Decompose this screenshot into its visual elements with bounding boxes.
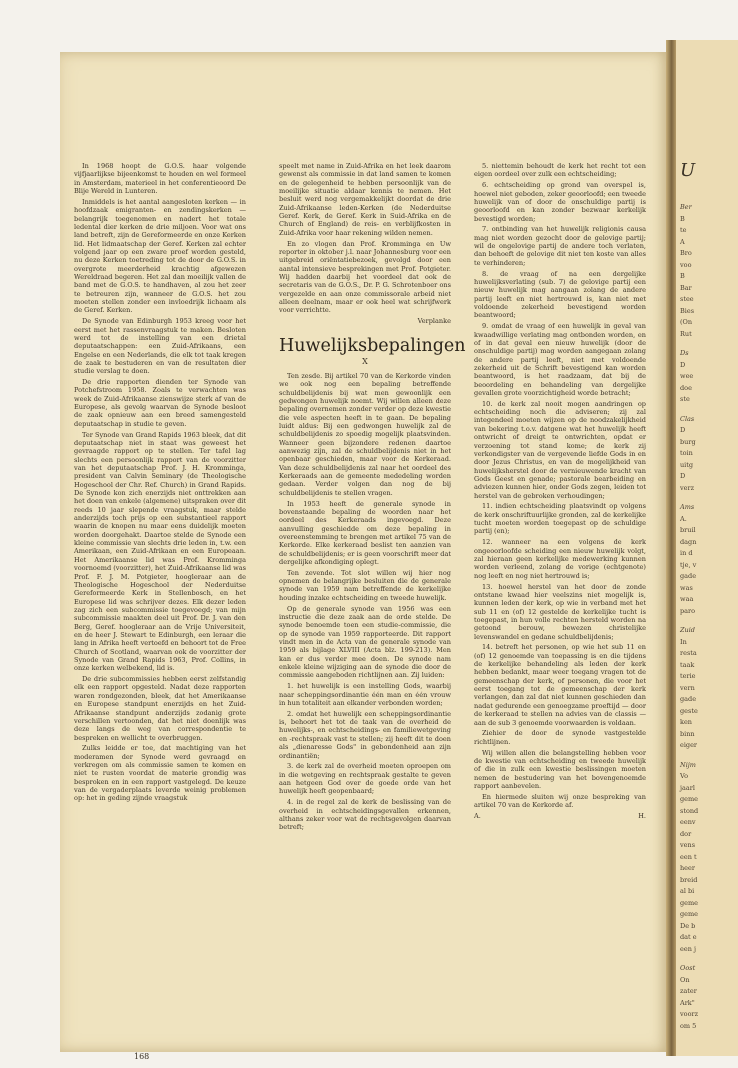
fragment-text: vern	[680, 683, 695, 692]
list-item: 9. omdat de vraag of een huwelijk in geval van kwaadwillige verlating mag ontbonden worden, en of in dat geval een nieuw huwelijk (door de onschuldige partij) mag worden aangegaan zolang de andere partij leeft, niet met voldoende zekerheid uit de Schrift bevestigend kan worden beantwoord, is het raadzaam, dat bij de beoordeling en behandeling van dergelijke gevallen grote voorzichtigheid worde betracht;	[474, 322, 646, 397]
fragment-text: geste	[680, 706, 698, 715]
fragment-text: Ams	[680, 503, 695, 511]
fragment-text: bruil	[680, 526, 696, 534]
paragraph: En hiermede sluiten wij onze bespreking van artikel 70 van de Kerkorde af.	[474, 792, 646, 810]
fragment-text: breid	[680, 875, 698, 884]
fragment-text: gade	[680, 572, 697, 580]
fragment-text: was	[680, 583, 693, 592]
fragment-text: Ark"	[680, 998, 695, 1007]
initial-left: A.	[474, 811, 481, 820]
fragment-text: Oost	[680, 964, 696, 972]
fragment-text: stee	[680, 295, 694, 303]
initial-right: H.	[638, 811, 646, 820]
section-heading: Huwelijksbepalingen	[279, 335, 466, 356]
paragraph: Ter Synode van Grand Rapids 1963 bleek, dat dit deputaatschap niet in staat was geweest het gevraagde rapport op te stellen. Ter tafel lag slechts een persoonlijk rapport van de voorzitter van het deputaatschap Prof. J. H. Kromminga, president van Calvin Seminary (de Theologische Hogeschool der Chr. Ref. Church) in Grand Rapids. De Synode kon zich enerzijds niet onttrekken aan het doen van enkele (algemene) uitspraken over dit reeds 10 jaar slepende vraagstuk, maar stelde anderzijds toch prijs op een substantieel rapport waarin de knopen nu maar eens duidelijk moeten worden doorgehakt. Daartoe stelde de Synode een kleine commissie van slechts drie leden in, t.w. een Amerikaan, een Zuid-Afrikaan en een Europeaan. Het Amerikaanse lid was Prof. Kromminga voornoemd (voorzitter), het Zuid-Afrikaanse lid was Prof. F. J. M. Potgieter, hoogleraar aan de Theologische Hogeschool der Nederduitse Gereformeerde Kerk in Stellenbosch, en het Europese lid was schrijver dezes. Elk dezer leden zag zich een subcommissie toegevoegd; van mijn subcommissie maakten deel uit Prof. Dr. J. van den Berg, Geref. hoogleraar aan de Vrije Universiteit, en de heer J. Stewart te Edinburgh, een leraar die lang in Afrika heeft vertoefd en behoort tot de Free Church of Scotland, waarvan ook de voorzitter der Synode van Grand Rapids 1963, Prof. Collins, in onze kerken welbekend, lid is.	[74, 430, 246, 673]
paragraph: In 1968 hoopt de G.O.S. haar volgende vijfjaarlijkse bijeenkomst te houden en wel formeel in Amsterdam, materieel in het conferentieoord De Blije Wereld in Lunteren.	[74, 162, 246, 196]
fragment-text: verz	[680, 483, 695, 492]
fragment-text: vens	[680, 841, 696, 849]
fragment-text: terie	[680, 672, 696, 680]
list-item: 4. in de regel zal de kerk de beslissing van de overheid in echtscheidingsgevallen erkennen, althans zeker voor wat de rechtsgevolgen daarvan betreft;	[279, 798, 451, 832]
fragment-text: geme	[680, 795, 699, 803]
fragment-text: On	[680, 975, 690, 984]
fragment-text: doe	[680, 383, 692, 392]
fragment-text: A.	[680, 514, 687, 523]
fragment-text: om 5	[680, 1021, 697, 1030]
adjacent-page-fragment	[676, 40, 738, 1056]
fragment-text: eenv	[680, 818, 696, 826]
fragment-text: B	[680, 214, 685, 223]
fragment-text: dor	[680, 829, 692, 838]
fragment-text: binn	[680, 729, 695, 738]
paragraph: speelt met name in Zuid-Afrika en het leek daarom gewenst als commissie in dat land samen te komen en de gelegenheid te hebben persoonlijk van de moeilijke situatie aldaar kennis te nemen. Het besluit werd nog vergemakkelijkt doordat de drie Zuid-Afrikaanse leden-Kerken (de Nederduitse Geref. Kerk, de Geref. Kerk in Suid-Afrika en de Church of England) de reis- en verblijfkosten in Zuid-Afrika voor haar rekening wilden nemen.	[279, 162, 451, 237]
fragment-text: stond	[680, 806, 699, 815]
fragment-text: In	[680, 637, 687, 646]
section-numeral: X	[362, 356, 368, 366]
fragment-text: D	[680, 360, 686, 369]
fragment-text: uitg	[680, 460, 694, 469]
book-gutter	[666, 40, 676, 1056]
paragraph: Ziehier de door de synode vastgestelde richtlijnen.	[474, 729, 646, 746]
author-initials	[474, 812, 646, 820]
fragment-text: A	[680, 237, 685, 246]
fragment-text: Vo	[680, 772, 689, 780]
fragment-text: burg	[680, 437, 696, 446]
text-column-2	[279, 162, 466, 834]
paragraph: Wij willen allen die belangstelling hebben voor de kwestie van echtscheiding en tweede huwelijk of die in zulk een kwestie beslissingen moeten nemen de bestudering van het bovengenoemde rapport aanbevelen.	[474, 748, 646, 790]
fragment-text: dagn	[680, 537, 697, 546]
list-item: 2. omdat het huwelijk een scheppingsordinantie is, behoort het tot de taak van de overheid de huwelijks-, en echtscheidings- en familiewetgeving en -rechtspraak vast te stellen; zij heeft dit te doen als „dienaresse Gods" in gebondenheid aan zijn ordinantiën;	[279, 709, 451, 760]
fragment-text: dat e	[680, 933, 697, 941]
paragraph: En zo vlogen dan Prof. Kromminga en Uw reporter in oktober j.l. naar Johannesburg voor een uitgebreid oriëntatiebezoek, gevolgd door een aantal intensieve besprekingen met Prof. Potgieter. Wij hadden daarbij het voordeel dat ook de secretaris van de G.O.S., Dr. P. G. Schrotenboer ons vergezelde en aan onze commissorale arbeid niet alleen deelnam, maar er ook heel wat schrijfwerk voor verrichtte.	[279, 239, 451, 315]
fragment-text: D	[680, 472, 686, 480]
fragment-text: B	[680, 272, 685, 280]
list-item: 1. het huwelijk is een instelling Gods, waarbij naar scheppingsordinantie één man en één vrouw in hun totaliteit aan elkander verbonden worden;	[279, 682, 451, 707]
paragraph: Ten zevende. Tot slot willen wij hier nog opnemen de belangrijke besluiten die de generale synode van 1959 nam betreffende de kerkelijke houding inzake echtscheiding en tweede huwelijk.	[279, 568, 451, 602]
fragment-text: Ds	[680, 349, 689, 357]
fragment-text: ste	[680, 395, 690, 403]
paragraph: De drie subcommissies hebben eerst zelfstandig elk een rapport opgesteld. Nadat deze rapporten waren rondgezonden, bleek, dat het Amerikaanse en Europese standpunt enerzijds en het Zuid-Afrikaanse standpunt anderzijds zodanig grote verschillen vertoonden, dat het niet doenlijk was deze langs de weg van correspondentie te bespreken en wellicht te overbruggen.	[74, 675, 246, 742]
paragraph: Zulks leidde er toe, dat machtiging van het moderamen der Synode werd gevraagd en verkregen om als commissie samen te komen en niet te rusten voordat de materie grondig was besproken en in een rapport vastgelegd. De keuze van de vergaderplaats leverde weinig problemen op: het in geding zijnde vraagstuk	[74, 744, 246, 803]
paragraph: Ten zesde. Bij artikel 70 van de Kerkorde vinden we ook nog een bepaling betreffende schuldbelijdenis bij wat men gewoonlijk een gedwongen huwelijk noemt. Wij willen alleen deze bepaling overnemen zonder verder op deze kwestie die vele aspecten heeft in te gaan. De bepaling luidt aldus: Bij een gedwongen huwelijk zal de schuldbelijdenis zo spoedig mogelijk plaatsvinden. Wanneer geen bijzondere redenen daartoe aanwezig zijn, zal de schuldbelijdenis niet in het openbaar geschieden, maar voor de Kerkeraad. Van deze schuldbelijdenis zal naar het oordeel des Kerkeraads aan de gemeente mededeling worden gedaan. Verder volgen dan nog de bij schuldbelijdenis te stellen vragen.	[279, 371, 451, 497]
list-item: 14. betreft het personen, op wie het sub 11 en (of) 12 genoemde van toepassing is en die tijdens de kerkelijke behandeling als leden der kerk hebben bedankt, maar weer toegang vragen tot de gemeenschap der kerk, of personen, die voor het eerst toegang tot de gemeenschap der kerk verlangen, dan zal dat niet kunnen geschieden dan nadat gedurende een genoegzame proeftijd — door de kerkeraad te stellen na advies van de classis — aan de sub 3 genoemde voorwaarden is voldaan.	[474, 643, 646, 727]
fragment-text: Ber	[680, 203, 692, 211]
fragment-text: Clas	[680, 414, 695, 423]
journal-page	[60, 52, 668, 1061]
fragment-text: een j	[680, 944, 696, 953]
list-item: 11. indien echtscheiding plaatsvindt op volgens de kerk onschriftuurlijke gronden, zal de kerkelijke tucht moeten worden toegepast op de schuldige partij (en);	[474, 502, 646, 536]
fragment-text: resta	[680, 649, 697, 657]
fragment-text: Rut	[680, 329, 692, 338]
fragment-text: Nijm	[680, 760, 696, 769]
list-item: 10. de kerk zal nooit mogen aandringen op echtscheiding noch die adviseren; zij zal integendeel moeten wijzen op de noodzakelijkheid van bekering t.o.v. datgene wat het huwelijk heeft ontwricht of dreigt te ontwrichten, opdat er verzoening tot stand kome; de kerk zij verkondigster van de vergevende liefde Gods in en door Jezus Christus, en van de mogelijkheid van huwelijksherstel door de vernieuwende kracht van Gods Geest en genade; pastorale bearbeiding en adviezen kunnen hier, onder Gods zegen, leiden tot herstel van de gebroken verhoudingen;	[474, 399, 646, 500]
fragment-text: al bi	[680, 887, 695, 895]
fragment-text: Zuid	[680, 626, 695, 634]
list-item: 13. hoewel herstel van het door de zonde ontstane kwaad hier veelszins niet mogelijk is, kunnen leden der kerk, op wie in verband met het sub 11 en (of) 12 gestelde de kerkelijke tucht is toegepast, in hun volle rechten hersteld worden na getoond berouw, bewezen christelijke levenswandel en gedane schuldbelijdenis;	[474, 582, 646, 641]
fragment-text: in d	[680, 549, 693, 557]
fragment-text: geme	[680, 910, 699, 918]
fragment-text: geme	[680, 898, 699, 907]
fragment-text: paro	[680, 606, 696, 615]
text-column-3	[474, 162, 646, 820]
page-number: 168	[134, 1052, 150, 1061]
fragment-text: U	[680, 160, 696, 181]
fragment-text: gade	[680, 695, 697, 703]
fragment-text: (On	[680, 318, 693, 326]
fragment-text: voo	[680, 260, 692, 269]
paragraph: Inmiddels is het aantal aangesloten kerken — in hoofdzaak emigranten- en zendingskerken — belangrijk toegenomen en nadert het totale ledental dier kerken de drie miljoen. Voor wat ons land betreft, zijn de Gereformeerde en onze Kerken lid. Het lidmaatschap der Geref. Kerken zal echter volgend jaar op een zware proef worden gesteld, nu deze Kerken toetreding tot de door de G.O.S. in overgrote meerderheid krachtig afgewezen Wereldraad begeren. Het zal dan moeilijk vallen de band met de G.O.S. te handhaven, al zou het zeer te betreuren zijn, wanneer de G.O.S. het zou moeten stellen zonder een invloedrijk lichaam als de Geref. Kerken.	[74, 197, 246, 315]
fragment-text: ken	[680, 718, 692, 726]
fragment-text: zater	[680, 987, 697, 995]
fragment-text: heer	[680, 864, 695, 872]
list-item: 6. echtscheiding op grond van overspel is, hoewel niet geboden, zeker geoorloofd; een tweede huwelijk van of door de onschuldige partij is geoorloofd en kan zonder bezwaar kerkelijk bevestigd worden;	[474, 181, 646, 223]
fragment-text: toin	[680, 449, 693, 457]
fragment-text: waa	[680, 595, 694, 603]
paragraph: In 1953 heeft de generale synode in bovenstaande bepaling de woorden naar het oordeel des Kerkeraads ingevoegd. Deze aanvulling geschiedde om deze bepaling in overeenstemming te brengen met artikel 75 van de Kerkorde. Elke kerkeraad beslist ten aanzien van de schuldbelijdenis; er is geen voorschrift meer dat dergelijke afkondiging oplegt.	[279, 499, 451, 566]
list-item: 3. de kerk zal de overheid moeten oproepen om in die wetgeving en rechtspraak gestalte te geven aan hetgeen God over de goede orde van het huwelijk heeft geopenbaard;	[279, 762, 451, 796]
fragment-text: voorz	[680, 1010, 699, 1018]
fragment-text: eiger	[680, 741, 698, 749]
fragment-text: taak	[680, 660, 695, 669]
paragraph: De Synode van Edinburgh 1953 kreeg voor het eerst met het rassenvraagstuk te maken. Besloten werd tot de instelling van een drietal deputaatschappen: een Zuid-Afrikaans, een Engelse en een Nederlands, die elk tot taak kregen de zaak te bestuderen en van de resultaten dier studie verslag te doen.	[74, 317, 246, 376]
fragment-text: jaarl	[680, 783, 695, 792]
text-column-1	[74, 162, 246, 805]
author-signature: Verplanke	[417, 317, 451, 326]
list-item: 5. niettemin behoudt de kerk het recht tot een eigen oordeel over zulk een echtscheiding;	[474, 162, 646, 179]
fragment-text: D	[680, 426, 686, 434]
list-item: 7. ontbinding van het huwelijk religionis causa mag niet worden gezocht door de gelovige partij; wil de ongelovige partij de andere toch verlaten, dan behoeft de gelovige dit niet ten koste van alles te verhinderen;	[474, 225, 646, 267]
paragraph: De drie rapporten dienden ter Synode van Potchefstroom 1958. Zoals te verwachten was week de Zuid-Afrikaanse zienswijze sterk af van de Europese, als gevolg waarvan de Synode besloot de zaak opnieuw aan een breed samengesteld deputaatschap in studie te geven.	[74, 378, 246, 428]
fragment-text: Bar	[680, 283, 692, 292]
list-item: 8. de vraag of na een dergelijke huwelijksverlating (sub. 7) de gelovige partij een nieuw huwelijk mag aangaan zolang de andere partij leeft en niet hertrouwd is, kan niet met voldoende zekerheid bevestigend worden beantwoord;	[474, 269, 646, 320]
fragment-text: De b	[680, 921, 696, 930]
fragment-text: wee	[680, 372, 694, 380]
list-item: 12. wanneer na een volgens de kerk ongeoorloofde scheiding een nieuw huwelijk volgt, zal hieraan geen kerkelijke medewerking kunnen worden verleend, zolang de vorige (echtgenote) nog leeft en nog niet hertrouwd is;	[474, 538, 646, 580]
paragraph: Op de generale synode van 1956 was een instructie die deze zaak aan de orde stelde. De synode benoemde toen een studie-commissie, die op de synode van 1959 rapporteerde. Dit rapport vindt men in de Acta van de generale synode van 1959 als bijlage XLVIII (Acta blz. 199-213). Men kan er dus verder mee doen. De synode nam enkele kleine wijziging aan de synode die door de commissie aangeboden richtlijnen aan. Zij luiden:	[279, 604, 451, 680]
fragment-text: een t	[680, 852, 697, 861]
fragment-text: tje, v	[680, 560, 697, 569]
fragment-text: Bies	[680, 306, 695, 315]
fragment-text: te	[680, 226, 687, 234]
fragment-text: Bro	[680, 249, 692, 257]
